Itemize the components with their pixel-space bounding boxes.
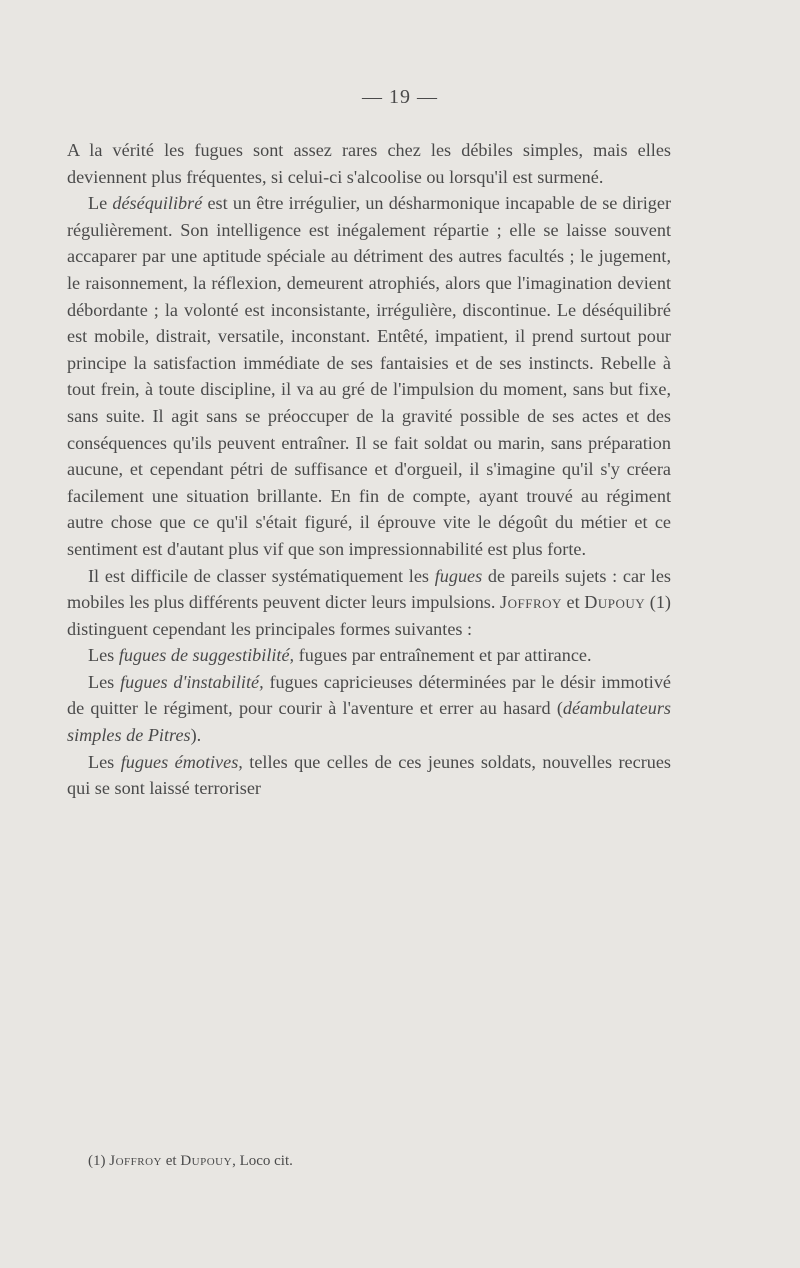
text: , Loco cit. [232, 1153, 293, 1169]
italic-term: fugues [434, 565, 483, 586]
text: Le [88, 193, 113, 214]
author-name: Joffroy [109, 1153, 162, 1169]
italic-term: fugues d'instabilité, [120, 671, 264, 692]
paragraph-5 [67, 669, 671, 749]
italic-term: fugues émotives, [120, 751, 243, 772]
text: (1) distinguent cependant les principales formes suivantes : [67, 592, 671, 639]
author-name: Joffroy [500, 592, 562, 613]
text: ). [190, 725, 202, 746]
text: Les [88, 671, 121, 692]
text: Les [88, 645, 119, 666]
italic-term: déséquilibré [112, 193, 203, 214]
text: Les [88, 751, 121, 772]
text: fugues par entraînement et par attirance. [294, 645, 592, 666]
text: et [162, 1153, 181, 1169]
paragraph-1: A la vérité les fugues sont assez rares chez les débiles simples, mais elles deviennent plus fréquentes, si celui-ci s'alcoolise ou lorsqu'il est surmené. [67, 140, 671, 187]
paragraph-6 [67, 749, 671, 802]
body-text [67, 137, 671, 802]
paragraph-3 [67, 563, 671, 643]
paragraph-2 [67, 190, 671, 562]
text: est un être irrégulier, un désharmonique incapable de se diriger régulièrement. Son intelligence est inégalement répartie ; elle se laisse souvent accaparer par une aptitude spéciale au détriment des autres facultés ; le jugement, le raisonnement, la réflexion, demeurent atrophiés, alors que l'imagination devient débordante ; la volonté est inconsistante, irrégulière, discontinue. Le déséquilibré est mobile, distrait, versatile, inconstant. Entêté, impatient, il prend surtout pour principe la satisfaction immédiate de ses fantaisies et de ses instincts. Rebelle à tout frein, à toute discipline, il va au gré de l'impulsion du moment, sans but fixe, sans suite. Il agit sans se préoccuper de la gravité possible de ses actes et des conséquences qu'ils peuvent entraîner. Il se fait soldat ou marin, sans préparation aucune, et cependant pétri de suffisance et d'orgueil, il s'imagine qu'il s'y créera facilement une situation brillante. En fin de compte, ayant trouvé au régiment autre chose que ce qu'il s'était figuré, il éprouve vite le dégoût du métier et ce sentiment est d'autant plus vif que son impressionnabilité est plus forte. [67, 193, 672, 559]
text: de pareils sujets : car les mobiles les plus différents peuvent dicter leurs impulsions. [67, 565, 671, 613]
page-number: — 19 — [362, 86, 438, 108]
author-name: Dupouy [180, 1153, 233, 1169]
footnote-marker: (1) [88, 1153, 110, 1169]
italic-term: déambulateurs simples de Pitres [67, 698, 671, 746]
text: et [561, 592, 585, 613]
text: Il est difficile de classer systématiquement les [88, 565, 435, 586]
text: telles que celles de ces jeunes soldats, nouvelles recrues qui se sont laissé terroriser [67, 751, 672, 799]
footnote [88, 1151, 668, 1171]
italic-term: fugues de suggestibilité, [118, 645, 295, 666]
author-name: Dupouy [584, 592, 646, 613]
text: fugues capricieuses déterminées par le désir immotivé de quitter le régiment, pour courir à l'aventure et errer au hasard ( [67, 671, 672, 719]
paragraph-4 [67, 642, 671, 669]
